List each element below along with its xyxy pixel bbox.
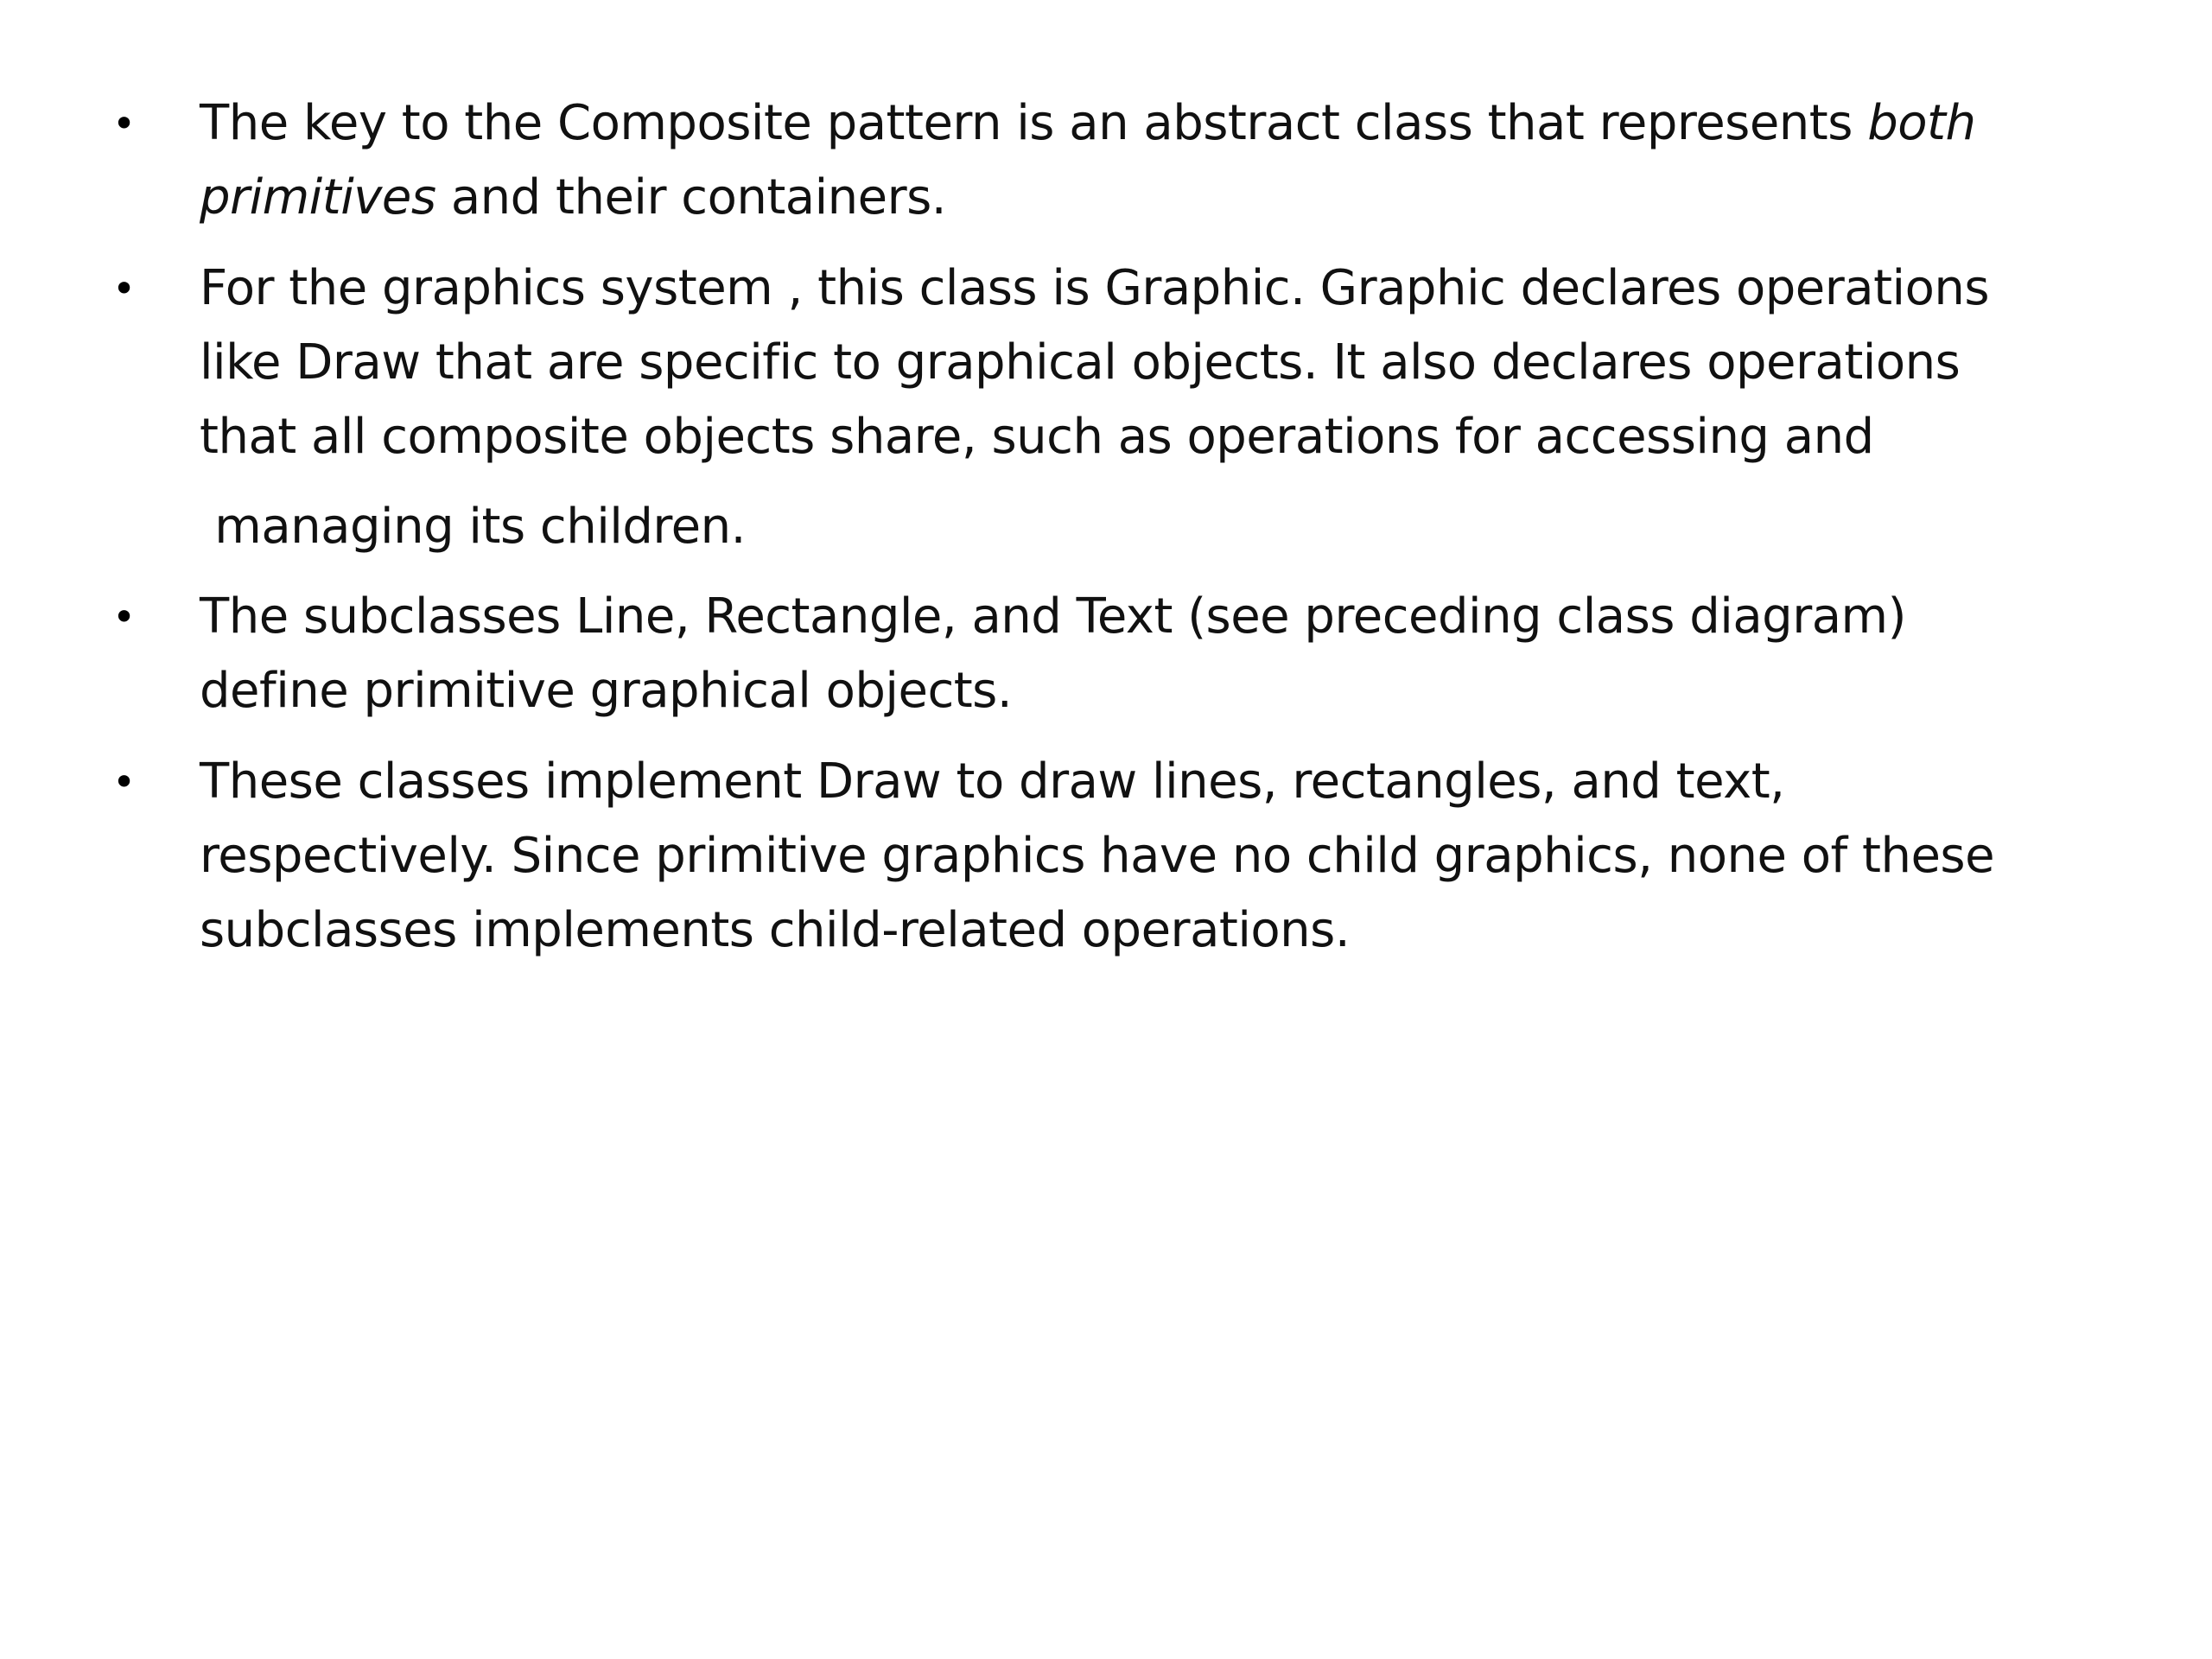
bullet-2-line-3: that all composite objects share, such as operations for accessing and (200, 409, 1874, 465)
bullet-2-line-2: like Draw that are specific to graphical objects. It also declares operations (200, 334, 1961, 391)
bullet-3-line-1: The subclasses Line, Rectangle, and Text (see preceding class diagram) (200, 588, 1906, 645)
bullet-marker: • (112, 265, 137, 312)
bullet-1-text-a: The key to the Composite pattern is an abstract class that represents (200, 95, 1853, 151)
bullet-2-line-4: managing its children. (200, 499, 746, 555)
bullet-marker: • (112, 594, 137, 640)
bullet-4-line-2: respectively. Since primitive graphics have no child graphics, none of these (200, 828, 1995, 884)
bullet-2-line-1: For the graphics system , this class is Graphic. Graphic declares operations (200, 260, 1990, 316)
bullet-1-text-italic-b: primitives (200, 169, 436, 226)
bullet-1-text-italic-a: both (1867, 95, 1976, 151)
bullet-4-line-1: These classes implement Draw to draw lines, rectangles, and text, (200, 753, 1785, 810)
bullet-1-line-1 (200, 86, 2070, 161)
bullet-1-text-b: and their containers. (450, 169, 947, 226)
bullet-marker: • (112, 759, 137, 805)
bullet-3-line-2: define primitive graphical objects. (200, 663, 1013, 719)
bullet-marker: • (112, 100, 137, 147)
bullet-1-line-2 (200, 161, 2070, 235)
bullet-4-line-3: subclasses implements child-related operations. (200, 902, 1351, 958)
